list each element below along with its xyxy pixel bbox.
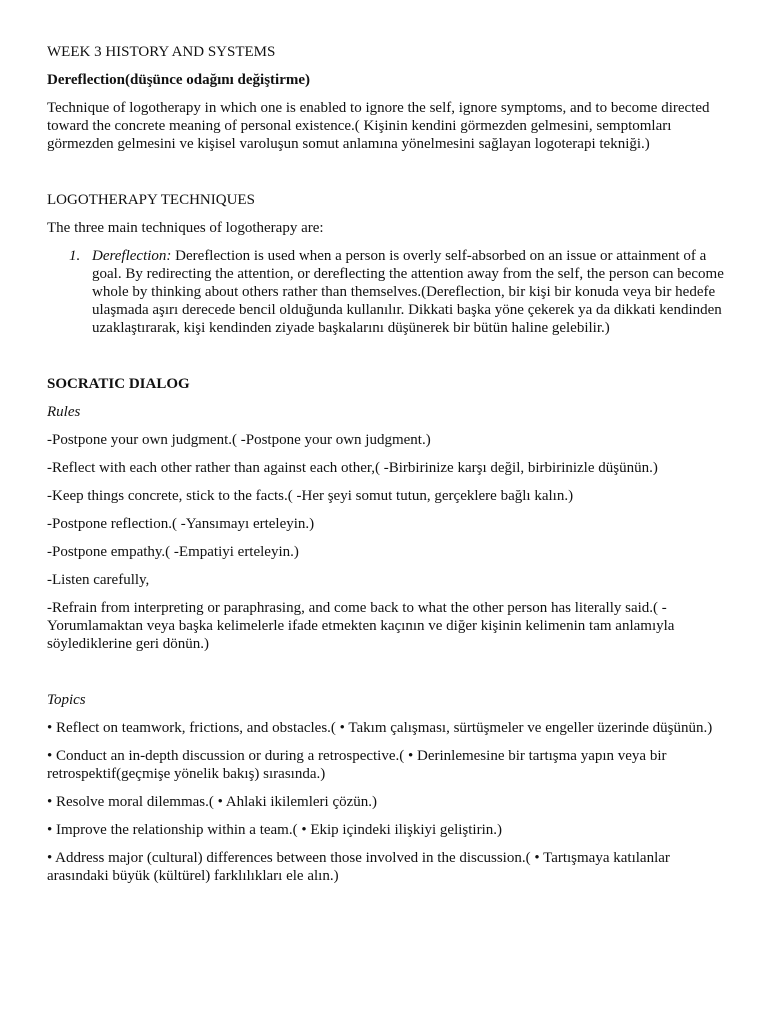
technique-term: Dereflection: (92, 248, 172, 264)
topic-item: • Conduct an in-depth discussion or during a retrospective.( • Derinlemesine bir tartışma yapın veya bir retrospektif(geçmişe yönelik bakış) sırasında.) (47, 748, 667, 782)
document-page (47, 43, 727, 885)
topic-item: • Address major (cultural) differences between those involved in the discussion.( • Tartışmaya katılanlar arasındaki büyük (kültürel) farklılıkları ele alın.) (47, 850, 670, 884)
rule-item: -Listen carefully, (47, 572, 150, 588)
rules-list (47, 431, 727, 653)
technique-text: Dereflection is used when a person is overly self-absorbed on an issue or attainment of a goal. By redirecting the attention, or dereflecting the attention away from the self, the person can become whole by thinking about others rather than themselves.(Dereflection, bir kişi bir konuda veya bir hedefe ulaşmada aşırı derecede bencil olduğunda kullanılır. Dikkati başka yöne çekerek ya da dikkati kendinden uzaklaştırarak, kişi kendinden ziyade başkalarını düşünerek bir bütün haline gelebilir.) (92, 248, 724, 336)
topics-heading: Topics (47, 692, 86, 708)
topic-item: • Resolve moral dilemmas.( • Ahlaki ikilemleri çözün.) (47, 794, 378, 810)
topics-list (47, 719, 727, 885)
techniques-heading: LOGOTHERAPY TECHNIQUES (47, 192, 255, 208)
week-title: WEEK 3 HISTORY AND SYSTEMS (47, 44, 276, 60)
rule-item: -Keep things concrete, stick to the facts.( -Her şeyi somut tutun, gerçeklere bağlı kalın.) (47, 488, 574, 504)
socratic-heading: SOCRATIC DIALOG (47, 376, 190, 392)
rule-item: -Postpone reflection.( -Yansımayı erteleyin.) (47, 516, 315, 532)
dereflection-definition: Technique of logotherapy in which one is enabled to ignore the self, ignore symptoms, and to become directed toward the concrete meaning of personal existence.( Kişinin kendini görmezden gelmesini, semptomları görmezden gelmesini ve kişisel varoluşun somut anlamına yönelmesini sağlayan logoterapi tekniği.) (47, 100, 710, 152)
techniques-list (47, 247, 727, 337)
topic-item: • Reflect on teamwork, frictions, and obstacles.( • Takım çalışması, sürtüşmeler ve engeller üzerinde düşünün.) (47, 720, 713, 736)
technique-item (47, 247, 727, 337)
topic-item: • Improve the relationship within a team.( • Ekip içindeki ilişkiyi geliştirin.) (47, 822, 502, 838)
technique-number: 1. (69, 248, 81, 264)
dereflection-heading: Dereflection(düşünce odağını değiştirme) (47, 72, 311, 88)
rule-item: -Postpone your own judgment.( -Postpone your own judgment.) (47, 432, 431, 448)
rules-heading: Rules (47, 404, 81, 420)
rule-item: -Reflect with each other rather than against each other,( -Birbirinize karşı değil, birbirinizle düşünün.) (47, 460, 658, 476)
techniques-intro: The three main techniques of logotherapy are: (47, 220, 324, 236)
rule-item: -Postpone empathy.( -Empatiyi erteleyin.) (47, 544, 299, 560)
rule-item: -Refrain from interpreting or paraphrasing, and come back to what the other person has literally said.( - Yorumlamaktan veya başka kelimelerle ifade etmekten kaçının ve diğer kişinin kelimenin tam anlamıyla söylediklerine geri dönün.) (47, 600, 675, 652)
